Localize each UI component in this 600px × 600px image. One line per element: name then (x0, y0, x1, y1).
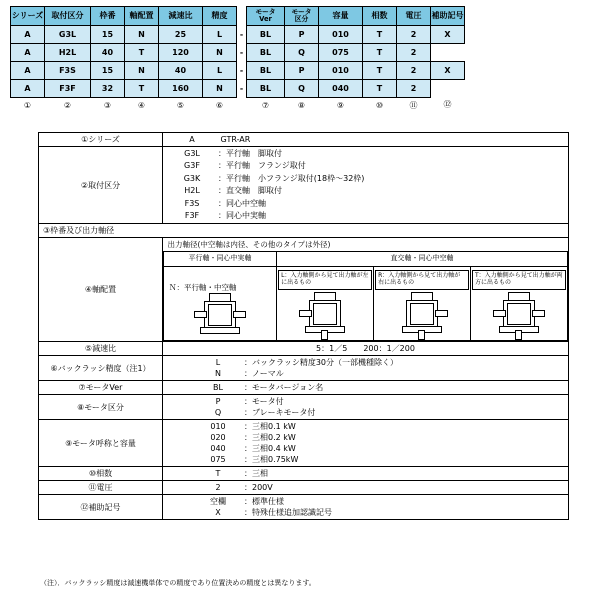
shaft-cell-T (471, 267, 568, 341)
shaft-variant-text-L: L：入力軸側から見て出力軸が左に出るもの (278, 270, 372, 290)
section-title: シリーズ (88, 135, 120, 144)
option-desc: ：平行軸 脚取付 (218, 149, 282, 158)
shaft-cell-L (277, 267, 374, 341)
gearbox-icon-T (493, 292, 545, 338)
option-desc: ：同心中空軸 (218, 198, 266, 208)
code-cell: 40 (91, 44, 125, 62)
index-number: ② (45, 98, 91, 113)
footnote: （注）．バックラッシ精度は減速機単体での精度であり位置決めの精度とは異なります。 (40, 579, 316, 587)
option-desc: ：ノーマル (244, 369, 284, 379)
option-desc: ：三相0.4 kW (244, 444, 296, 454)
gearbox-foot (200, 327, 240, 334)
index-number: ⑪ (397, 98, 431, 113)
option-code: X (215, 508, 221, 518)
section-body-motor-ver (163, 381, 569, 395)
option-desc: ：200V (244, 483, 273, 493)
option-desc: ：三相0.75kW (244, 455, 299, 465)
shaft-right (532, 310, 545, 317)
section-title: 軸配置 (92, 285, 117, 295)
index-number: ⑥ (203, 98, 237, 113)
section-row-shaft (39, 238, 569, 342)
section-title: 取付区分 (88, 180, 121, 190)
section-title: モータ呼称と容量 (72, 438, 136, 448)
code-header-accuracy: 精度 (203, 7, 237, 26)
code-cell: A (11, 62, 45, 80)
code-cell: G3L (45, 26, 91, 44)
option-line (166, 368, 565, 379)
option-desc: ：標準仕様 (244, 497, 284, 507)
option-line (166, 210, 565, 222)
option-line (166, 198, 565, 210)
shaft-bottom (418, 330, 425, 340)
option-code: L (215, 358, 221, 368)
code-cell: N (125, 26, 159, 44)
option-code: 075 (210, 455, 226, 465)
gearbox-icon-parallel (194, 293, 246, 339)
option-code: 010 (210, 422, 226, 432)
section-no: ⑨ (65, 438, 73, 448)
option-code: 2 (215, 483, 221, 493)
section-body-aux (163, 495, 569, 520)
shaft-right (435, 310, 448, 317)
option-line (166, 496, 565, 507)
gearbox-inner (208, 304, 232, 326)
shaft-left-label: Ｎ：平行軸・中空軸 (169, 283, 237, 293)
section-body-phase (163, 467, 569, 481)
section-no: ③ (43, 226, 51, 236)
section-body-voltage (163, 481, 569, 495)
section-row-motor-type (39, 395, 569, 420)
code-header-phase: 相数 (363, 7, 397, 26)
model-code-grid (10, 6, 465, 112)
shaft-figure-row (164, 267, 568, 341)
code-row (11, 62, 465, 80)
option-desc: ：ブレーキモータ付 (244, 408, 316, 418)
section-label-voltage (39, 481, 163, 495)
code-cell-empty (431, 80, 465, 98)
section-label-motor-ver (39, 381, 163, 395)
code-header-motor-type: モータ 区分 (285, 7, 319, 26)
option-desc: ：三相0.2 kW (244, 433, 296, 443)
shaft-variant-text-R: R：入力軸側から見て出力軸が右に出るもの (375, 270, 469, 290)
option-desc: ：三相 (244, 469, 268, 479)
section-body-ratio: 5：1／5 200：1／200 (163, 342, 569, 356)
code-header-motor-ver: モータ Ver (247, 7, 285, 26)
code-cell: N (125, 62, 159, 80)
section-body-motor-type (163, 395, 569, 420)
code-cell: F3S (45, 62, 91, 80)
shaft-cell-R (374, 267, 471, 341)
section-body-mounting (163, 147, 569, 224)
code-cell: T (363, 62, 397, 80)
code-cell: BL (247, 80, 285, 98)
index-number: ⑩ (363, 98, 397, 113)
section-no: ⑫ (80, 502, 89, 512)
code-cell: 25 (159, 26, 203, 44)
index-number: ⑧ (285, 98, 319, 113)
section-row-voltage (39, 481, 569, 495)
section-title: 相数 (96, 469, 113, 479)
shaft-bottom (321, 330, 328, 340)
option-line (166, 443, 565, 454)
option-line (166, 454, 565, 465)
shaft-bottom (515, 330, 522, 340)
section-row-series (39, 133, 569, 147)
code-header-series: シリーズ (11, 7, 45, 26)
code-cell: F3F (45, 80, 91, 98)
option-code: T (215, 469, 221, 479)
section-body-shaft (163, 238, 569, 342)
section-label-aux (39, 495, 163, 520)
code-cell: 15 (91, 62, 125, 80)
index-number: ③ (91, 98, 125, 113)
code-cell: A (11, 26, 45, 44)
option-desc: ：モータバージョン名 (244, 383, 324, 393)
code-header-gap (237, 7, 247, 26)
code-index-row (11, 98, 465, 113)
option-line (166, 148, 565, 160)
code-header-mounting: 取付区分 (45, 7, 91, 26)
section-no: ⑧ (77, 402, 85, 412)
gearbox-icon-L (299, 292, 351, 338)
option-line (166, 432, 565, 443)
option-code: 040 (210, 444, 226, 454)
option-code: Q (214, 408, 222, 418)
code-cell: T (125, 44, 159, 62)
section-title: 枠番及び出力軸径 (50, 226, 115, 236)
code-cell: 2 (397, 80, 431, 98)
code-cell: 160 (159, 80, 203, 98)
code-cell: H2L (45, 44, 91, 62)
description-grid (38, 132, 569, 520)
shaft-variant-text-T: T：入力軸側から見て出力軸が両方に出るもの (472, 270, 566, 290)
code-header-capacity: 容量 (319, 7, 363, 26)
section-row-ratio (39, 342, 569, 356)
gearbox-icon-R (396, 292, 448, 338)
option-code: P (215, 397, 221, 407)
section-label-mounting (39, 147, 163, 224)
shaft-left (194, 311, 207, 318)
option-line (166, 396, 565, 407)
code-row (11, 44, 465, 62)
option-line (166, 160, 565, 172)
option-code: H2L (184, 186, 200, 196)
gearbox-inner (410, 303, 434, 325)
option-desc: ：三相0.1 kW (244, 422, 296, 432)
code-cell: 15 (91, 26, 125, 44)
code-cell: Q (285, 80, 319, 98)
code-cell-empty (431, 44, 465, 62)
code-cell: 040 (319, 80, 363, 98)
option-code: F3F (184, 210, 200, 220)
option-code: A (189, 135, 195, 144)
code-header-voltage: 電圧 (397, 7, 431, 26)
code-separator: - (237, 44, 247, 62)
shaft-col-header-parallel: 平行軸・同心中実軸 (164, 252, 277, 267)
code-cell: P (285, 26, 319, 44)
section-title: 補助記号 (88, 502, 121, 512)
code-header-ratio: 減速比 (159, 7, 203, 26)
code-cell: BL (247, 26, 285, 44)
index-number: ⑨ (319, 98, 363, 113)
section-title: 減速比 (92, 344, 117, 354)
section-label-series (39, 133, 163, 147)
code-cell: N (203, 80, 237, 98)
shaft-note: 出力軸径(中空軸は内径、その他のタイプは外径) (167, 240, 331, 250)
section-no: ② (80, 180, 89, 190)
option-code: G3F (184, 161, 200, 171)
section-label-ratio (39, 342, 163, 356)
index-gap (237, 98, 247, 113)
section-body-series (163, 133, 569, 147)
shaft-right (233, 311, 246, 318)
shaft-col-header-right-angle: 直交軸・同心中空軸 (277, 252, 568, 267)
code-separator: - (237, 62, 247, 80)
section-no: ④ (84, 285, 93, 295)
code-cell: 2 (397, 26, 431, 44)
section-row-backlash (39, 356, 569, 381)
section-body-capacity (163, 420, 569, 467)
section-title: 電圧 (96, 483, 113, 493)
code-cell: 2 (397, 62, 431, 80)
model-code-table (10, 6, 590, 112)
section-label-backlash (39, 356, 163, 381)
option-desc: ：バックラッシ精度30分（一部機種除く） (244, 358, 399, 368)
section-row-capacity (39, 420, 569, 467)
code-header-aux: 補助記号 (431, 7, 465, 26)
section-label-motor-type (39, 395, 163, 420)
section-label-phase (39, 467, 163, 481)
code-cell: 120 (159, 44, 203, 62)
code-cell: T (363, 44, 397, 62)
code-cell: L (203, 26, 237, 44)
option-desc: ：平行軸 フランジ取付 (218, 161, 306, 171)
index-number: ① (11, 98, 45, 113)
option-line (166, 173, 565, 185)
code-header-shaft: 軸配置 (125, 7, 159, 26)
option-code: BL (213, 383, 223, 393)
option-code: G3K (183, 173, 201, 183)
shaft-arrangement-table (163, 238, 568, 341)
section-body-backlash (163, 356, 569, 381)
option-line (166, 421, 565, 432)
code-cell: X (431, 26, 465, 44)
index-number: ④ (125, 98, 159, 113)
option-code: G3L (184, 149, 200, 158)
section-row-frame (39, 224, 569, 238)
option-desc: ：特殊仕様追加認識記号 (244, 508, 332, 518)
code-cell: X (431, 62, 465, 80)
code-row (11, 26, 465, 44)
option-line (166, 357, 565, 368)
option-code: 空欄 (210, 497, 226, 507)
code-separator: - (237, 80, 247, 98)
section-no: ① (81, 135, 89, 144)
section-label-frame (39, 224, 569, 238)
gearbox-inner (313, 303, 337, 325)
code-cell: BL (247, 62, 285, 80)
option-code: 020 (210, 433, 226, 443)
code-cell: N (203, 44, 237, 62)
code-header-frame: 枠番 (91, 7, 125, 26)
index-number: ⑫ (431, 98, 465, 113)
section-row-mounting (39, 147, 569, 224)
section-row-aux (39, 495, 569, 520)
index-number: ⑦ (247, 98, 285, 113)
section-row-motor-ver (39, 381, 569, 395)
code-cell: T (125, 80, 159, 98)
section-no: ⑩ (88, 469, 97, 479)
code-cell: T (363, 80, 397, 98)
code-cell: 010 (319, 26, 363, 44)
code-cell: 075 (319, 44, 363, 62)
description-table (38, 132, 568, 520)
section-label-shaft (39, 238, 163, 342)
section-no: ⑦ (78, 383, 86, 393)
shaft-left (493, 310, 506, 317)
option-line (166, 507, 565, 518)
section-title: バックラッシ精度（注1） (57, 363, 151, 373)
code-cell: 32 (91, 80, 125, 98)
section-label-capacity (39, 420, 163, 467)
section-no: ⑤ (84, 344, 93, 354)
option-code: F3S (184, 198, 200, 208)
option-line (166, 382, 565, 393)
code-header-row (11, 7, 465, 26)
code-cell: A (11, 80, 45, 98)
code-cell: T (363, 26, 397, 44)
code-cell: 40 (159, 62, 203, 80)
option-desc: ：直交軸 脚取付 (218, 186, 282, 196)
option-line (166, 468, 565, 479)
code-cell: 2 (397, 44, 431, 62)
section-title: モータ区分 (84, 402, 124, 412)
code-cell: L (203, 62, 237, 80)
gearbox-inner (507, 303, 531, 325)
option-desc: ：モータ付 (244, 397, 284, 407)
code-cell: Q (285, 44, 319, 62)
code-cell: A (11, 44, 45, 62)
shaft-note-row (164, 238, 568, 252)
option-desc: ：平行軸 小フランジ取付(18枠〜32枠) (218, 173, 365, 183)
code-cell: BL (247, 44, 285, 62)
option-code: N (215, 369, 221, 379)
index-number: ⑤ (159, 98, 203, 113)
option-desc: ：同心中実軸 (218, 210, 266, 220)
section-row-phase (39, 467, 569, 481)
option-line (166, 407, 565, 418)
option-line (166, 185, 565, 197)
section-no: ⑪ (88, 483, 97, 493)
shaft-cell-parallel (164, 267, 277, 341)
shaft-header-row (164, 252, 568, 267)
code-row (11, 80, 465, 98)
code-cell: P (285, 62, 319, 80)
code-cell: 010 (319, 62, 363, 80)
section-title: モータVer (85, 383, 123, 393)
shaft-left (299, 310, 312, 317)
option-line (166, 482, 565, 493)
section-no: ⑥ (50, 363, 58, 373)
code-separator: - (237, 26, 247, 44)
option-desc: GTR-AR (220, 135, 251, 144)
